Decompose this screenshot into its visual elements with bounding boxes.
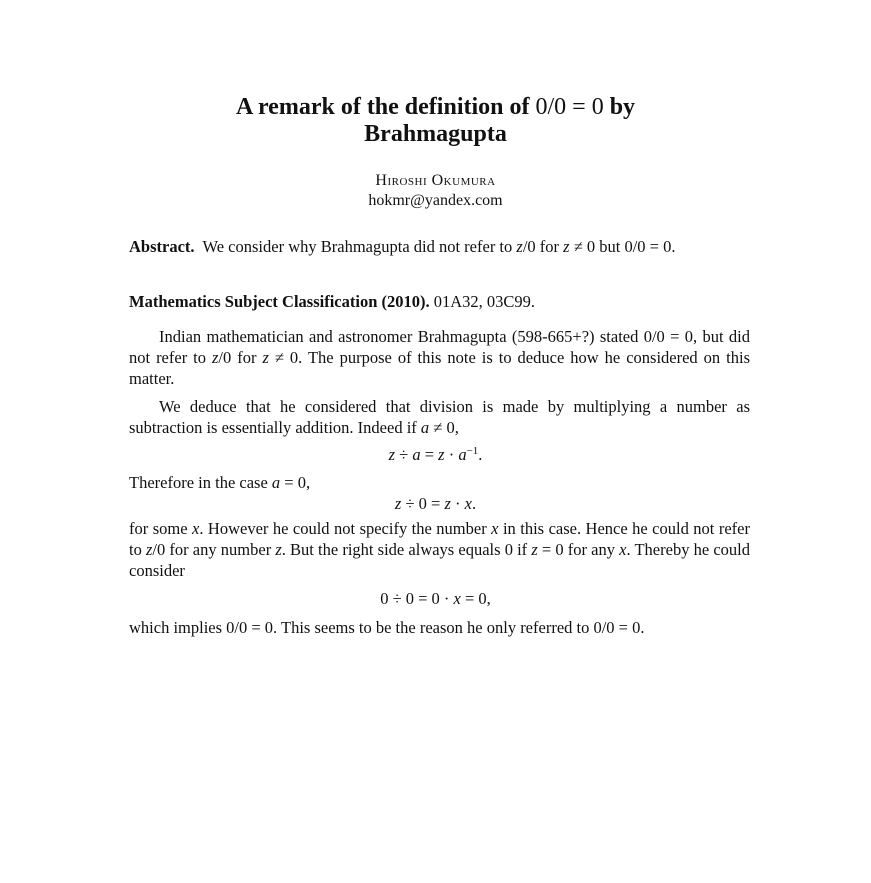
var-a: a (420, 418, 430, 437)
abstract (129, 236, 750, 257)
equation-text: = (420, 445, 439, 464)
paragraph-2 (129, 396, 750, 438)
var-x: x (453, 589, 461, 608)
msc-classification (129, 291, 750, 312)
equation-2 (0, 494, 871, 514)
equation-text: = 0, (460, 589, 491, 608)
paragraph-text: . Thereby he could consider (129, 540, 750, 580)
var-z: z (563, 237, 570, 256)
equation-text: ÷ (395, 445, 413, 464)
line-case (129, 472, 750, 493)
paragraph-text: ≠ 0. The purpose of this note is to deduce how he considered on this matter. (129, 348, 750, 388)
abstract-text: ≠ 0 but 0/0 = 0. (569, 237, 676, 256)
paragraph-text: Therefore in the case (129, 473, 272, 492)
equation-text: . (471, 494, 477, 513)
msc-codes: 01A32, 03C99. (433, 292, 536, 311)
equation-text: 0 ÷ 0 = 0 · (380, 589, 454, 608)
equation-text: · (450, 494, 465, 513)
paragraph-3 (129, 518, 750, 581)
var-z: z (516, 237, 523, 256)
equation-exponent: −1 (466, 445, 479, 457)
paragraph-text: in this case. Hence he could not refer to (129, 519, 750, 559)
paragraph-4: which implies 0/0 = 0. This seems to be the reason he only referred to 0/0 = 0. (129, 618, 645, 637)
equation-1 (0, 445, 871, 465)
equation-text: . (478, 445, 483, 464)
var-z: z (531, 540, 538, 559)
abstract-text: /0 for (522, 237, 564, 256)
equation-3 (0, 589, 871, 609)
equation-text: · (444, 445, 459, 464)
paragraph-text: /0 for any number (152, 540, 276, 559)
var-z: z (212, 348, 219, 367)
msc-label: Mathematics Subject Classification (2010). (129, 292, 430, 311)
var-x: x (464, 494, 472, 513)
paragraph-text: . However he could not specify the number (199, 519, 492, 538)
paragraph-text: = 0, (280, 473, 311, 492)
var-z: z (438, 445, 445, 464)
paragraph-text: . But the right side always equals 0 if (281, 540, 532, 559)
var-z: z (146, 540, 153, 559)
paragraph-text: ≠ 0, (429, 418, 459, 437)
title-line-2: Brahmagupta (364, 121, 507, 147)
author-name: Hiroshi Okumura (375, 172, 496, 189)
var-a: a (458, 445, 467, 464)
paragraph-text: Indian mathematician and astronomer Brahmagupta (598-665+?) stated 0/0 = 0, but did not refer to (129, 327, 750, 367)
var-z: z (275, 540, 282, 559)
var-a: a (412, 445, 421, 464)
var-z: z (262, 348, 269, 367)
paragraph-text: for some (129, 519, 192, 538)
abstract-label: Abstract. (129, 237, 195, 256)
var-a: a (271, 473, 281, 492)
paragraph-text: We deduce that he considered that division is made by multiplying a number as subtraction is essentially addition. Indeed if (129, 397, 750, 437)
var-x: x (192, 519, 200, 538)
author-email: hokmr@yandex.com (368, 192, 503, 209)
title-math: 0/0 = 0 (535, 94, 604, 120)
var-x: x (619, 540, 627, 559)
paragraph-text: /0 for (218, 348, 263, 367)
title-text-end: by (603, 94, 636, 120)
paragraph-text: = 0 for any (537, 540, 620, 559)
abstract-text: We consider why Brahmagupta did not refer to (202, 237, 517, 256)
title-text: A remark of the definition of (235, 94, 536, 120)
var-z: z (388, 445, 396, 464)
var-z: z (394, 494, 402, 513)
paragraph-1 (129, 326, 750, 389)
paper-title (0, 94, 871, 148)
var-x: x (491, 519, 499, 538)
var-z: z (444, 494, 451, 513)
equation-text: ÷ 0 = (401, 494, 445, 513)
